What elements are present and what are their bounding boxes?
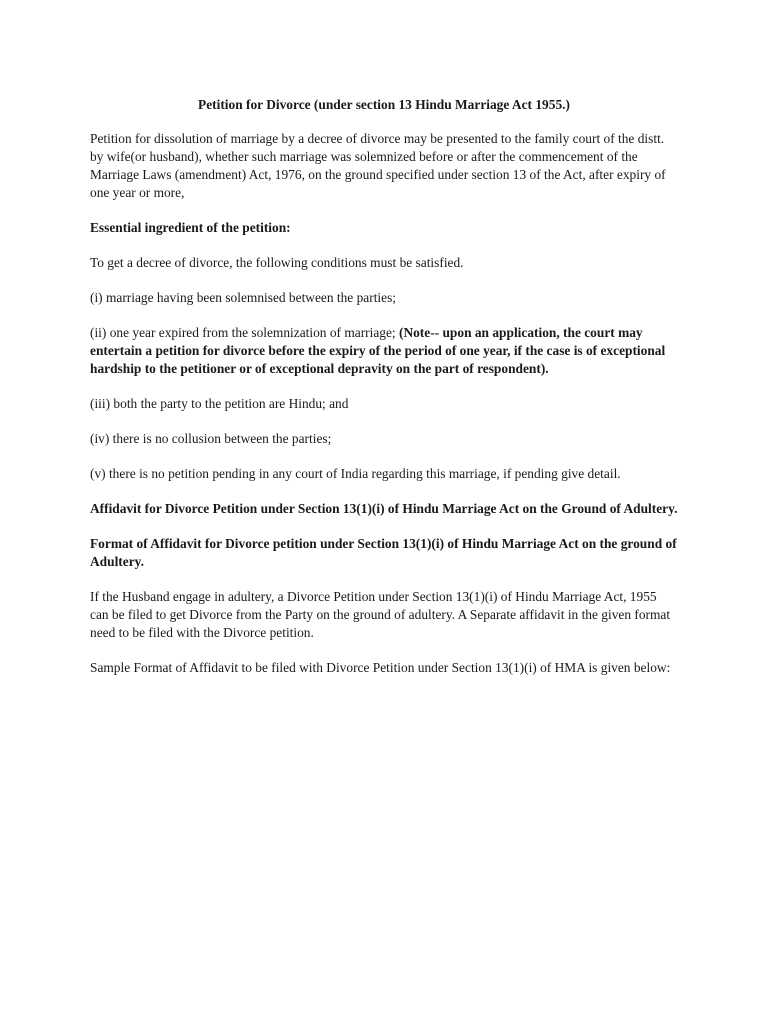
document-title: Petition for Divorce (under section 13 Hindu Marriage Act 1955.) xyxy=(198,97,570,112)
condition-4: (iv) there is no collusion between the parties; xyxy=(90,431,332,446)
essential-ingredient-heading: Essential ingredient of the petition: xyxy=(90,220,291,235)
condition-5: (v) there is no petition pending in any court of India regarding this marriage, if pending give detail. xyxy=(90,466,621,481)
condition-2-note: (Note-- upon an application, the court may entertain a petition for divorce before the expiry of the period of one year, if the case is of exceptional hardship to the petitioner or of exceptional depravity on the part of respondent). xyxy=(90,325,666,376)
adultery-paragraph: If the Husband engage in adultery, a Divorce Petition under Section 13(1)(i) of Hindu Marriage Act, 1955 can be filed to get Divorce from the Party on the ground of adultery. A Separate affidavit in the given format need to be filed with the Divorce petition. xyxy=(90,589,671,640)
conditions-intro: To get a decree of divorce, the following conditions must be satisfied. xyxy=(90,255,464,270)
condition-1: (i) marriage having been solemnised between the parties; xyxy=(90,290,397,305)
format-heading: Format of Affidavit for Divorce petition under Section 13(1)(i) of Hindu Marriage Act on the ground of Adultery. xyxy=(90,536,677,569)
condition-2 xyxy=(90,324,678,378)
condition-2-text: (ii) one year expired from the solemnization of marriage; xyxy=(90,325,399,340)
intro-paragraph: Petition for dissolution of marriage by a decree of divorce may be presented to the family court of the distt. by wife(or husband), whether such marriage was solemnized before or after the commencement of the Marriage Laws (amendment) Act, 1976, on the ground specified under section 13 of the Act, after expiry of one year or more, xyxy=(90,131,666,200)
affidavit-heading: Affidavit for Divorce Petition under Section 13(1)(i) of Hindu Marriage Act on the Ground of Adultery. xyxy=(90,501,678,516)
condition-3: (iii) both the party to the petition are Hindu; and xyxy=(90,396,349,411)
document-page xyxy=(90,96,678,694)
sample-paragraph: Sample Format of Affidavit to be filed with Divorce Petition under Section 13(1)(i) of HMA is given below: xyxy=(90,660,671,675)
